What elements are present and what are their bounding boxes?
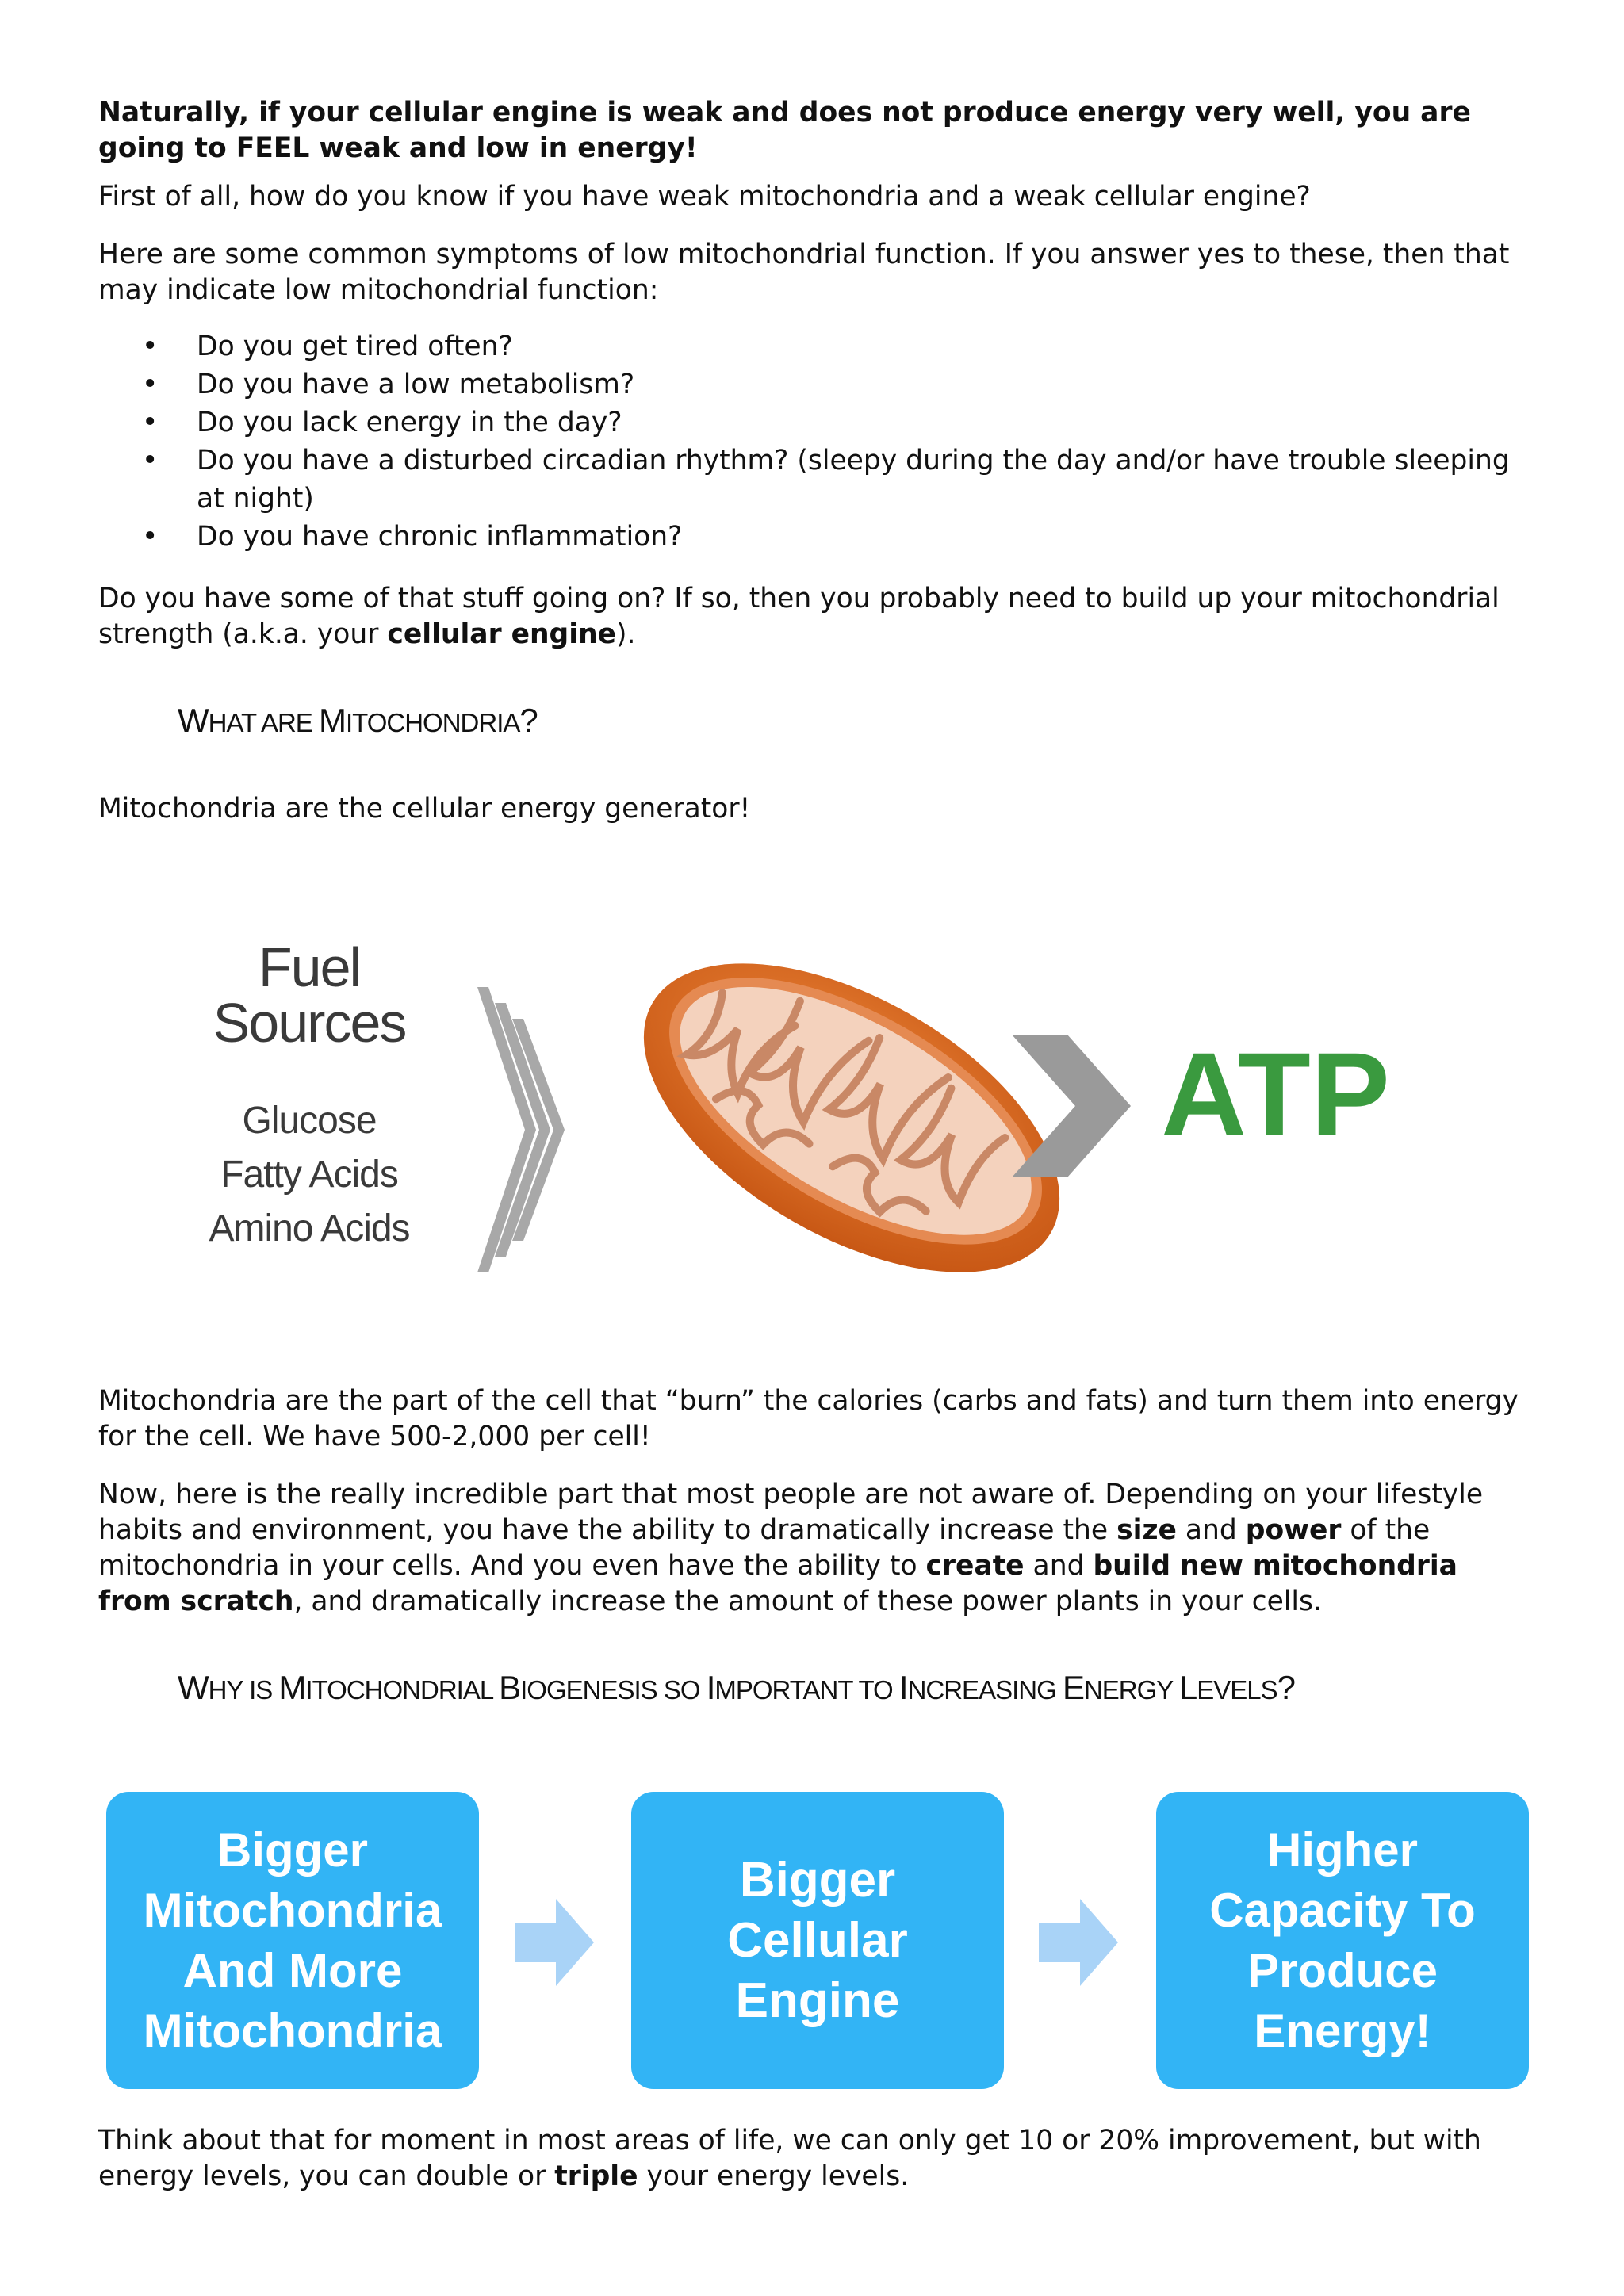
document-page-2 (98, 1383, 1526, 1711)
energy-flow-diagram (106, 1792, 1530, 2089)
fuel-list (198, 1094, 420, 1256)
intro-bold-line: Naturally, if your cellular engine is weak and does not produce energy very well, you are going to FEEL weak and low in energy! (98, 97, 1471, 164)
right-arrow-icon (515, 1899, 594, 1986)
list-item: • Do you have a disturbed circadian rhythm? (sleepy during the day and/or have trouble sleeping at night) (142, 445, 1510, 515)
fuel-item: Glucose (242, 1100, 377, 1142)
flow-box-bigger-cellular-engine: Bigger Cellular Engine (631, 1792, 1004, 2089)
list-item: • Do you have a low metabolism? (142, 369, 635, 400)
symptom-list (98, 327, 1526, 556)
right-arrow-icon (1039, 1899, 1118, 1986)
mitochondria-lead: Mitochondria are the cellular energy generator! (98, 793, 751, 825)
output-chevron-icon (1012, 1035, 1131, 1177)
list-item: • Do you lack energy in the day? (142, 407, 622, 438)
atp-label: ATP (1161, 1027, 1390, 1161)
mitochondria-energy-figure (98, 936, 1526, 1292)
symptoms-intro: Here are some common symptoms of low mitochondrial function. If you answer yes to these, then that may indicate low mitochondrial function: (98, 239, 1510, 306)
flow-box-higher-capacity: Higher Capacity To Produce Energy! (1156, 1792, 1529, 2089)
section-heading-biogenesis: WHY IS MITOCHONDRIAL BIOGENESIS SO IMPORTANT TO INCREASING ENERGY LEVELS? (178, 1669, 1296, 1706)
fuel-item: Amino Acids (209, 1207, 410, 1249)
incredible-paragraph: Now, here is the really incredible part that most people are not aware of. Depending on your lifestyle habits and environment, you have the ability to dramatically increase the size and power of the mitochondria in your cells. And you even have the ability to create and build new mitochondria from scratch, and dramatically increase the amount of these power plants in your cells. (98, 1479, 1484, 1617)
fuel-item: Fatty Acids (220, 1154, 398, 1196)
list-item: • Do you get tired often? (142, 331, 513, 362)
closing-paragraph: Think about that for moment in most areas of life, we can only get 10 or 20% improvement, but with energy levels, you can double or triple your energy levels. (98, 2125, 1481, 2192)
burn-paragraph: Mitochondria are the part of the cell that “burn” the calories (carbs and fats) and turn them into energy for the cell. We have 500-2,000 per cell! (98, 1385, 1519, 1452)
list-item: • Do you have chronic inflammation? (142, 521, 683, 553)
document-page (98, 95, 1526, 827)
document-page-3 (98, 2123, 1526, 2195)
flow-box-bigger-mitochondria: Bigger Mitochondria And More Mitochondria (106, 1792, 479, 2089)
intro-question: First of all, how do you know if you have weak mitochondria and a weak cellular engine? (98, 181, 1311, 212)
fuel-sources-title: Fuel Sources (213, 936, 406, 1054)
input-chevrons-icon (477, 987, 580, 1272)
section-heading-what-are-mitochondria: WHAT ARE MITOCHONDRIA? (178, 702, 538, 739)
followup-paragraph: Do you have some of that stuff going on? If so, then you probably need to build up your mitochondrial strength (a.k.a. your cellular engine). (98, 583, 1500, 650)
